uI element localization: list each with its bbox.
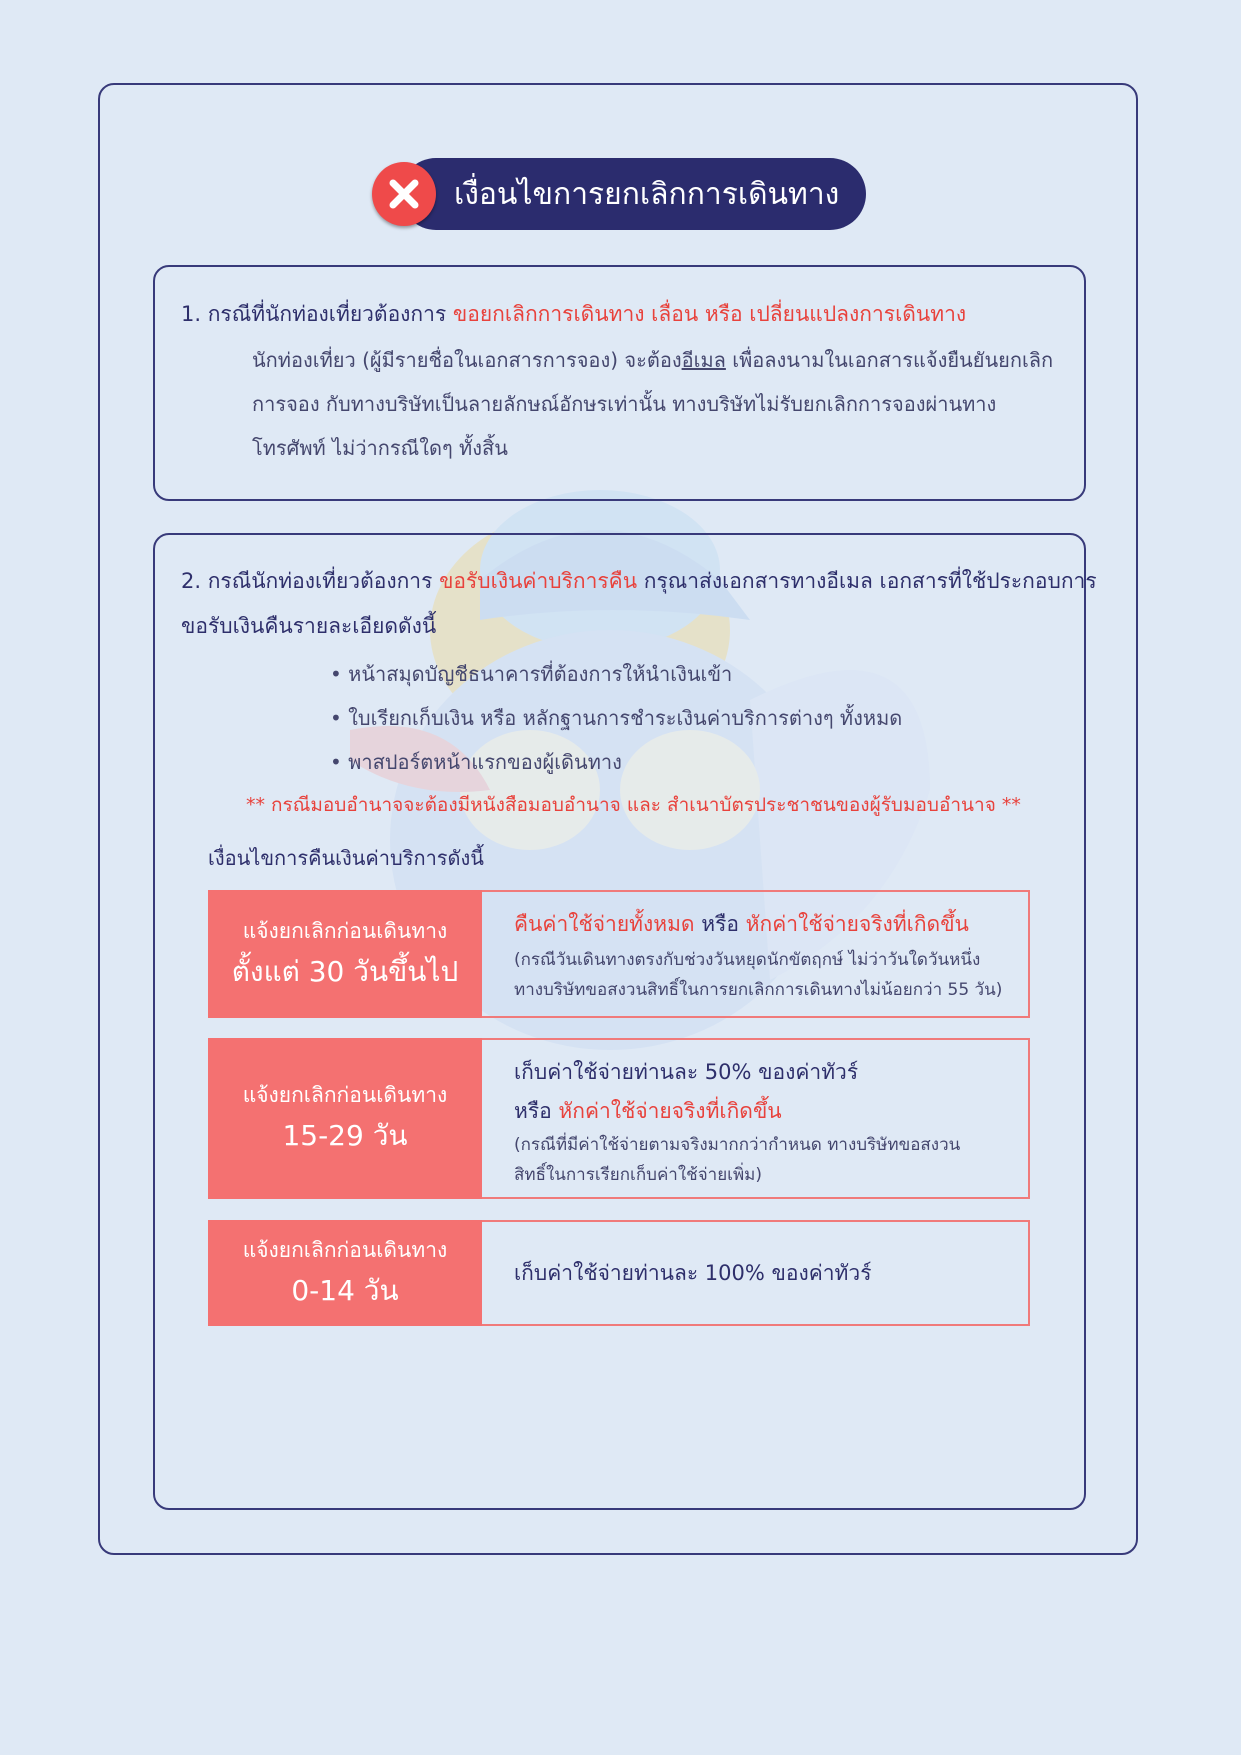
power-of-attorney-note: ** กรณีมอบอำนาจจะต้องมีหนังสือมอบอำนาจ และ สำเนาบัตรประชาชนของผู้รับมอบอำนาจ **	[246, 794, 1021, 816]
section2-heading	[181, 565, 1097, 598]
section1-heading-highlight: ขอยกเลิกการเดินทาง เลื่อน หรือ เปลี่ยนแปลงการเดินทาง	[452, 302, 967, 326]
row-main-2b: หักค่าใช้จ่ายจริงที่เกิดขึ้น	[558, 1099, 782, 1123]
email-link: อีเมล	[681, 348, 726, 372]
section2-heading-highlight: ขอรับเงินค่าบริการคืน	[439, 569, 638, 593]
section1-line1-c: เพื่อลงนามในเอกสารแจ้งยืนยันยกเลิก	[725, 348, 1054, 372]
refund-row-detail	[482, 1038, 1030, 1199]
refund-row-30-days	[208, 890, 1030, 1018]
row-main-a: คืนค่าใช้จ่ายทั้งหมด	[514, 912, 695, 936]
refund-row-label	[208, 890, 482, 1018]
close-icon	[372, 162, 436, 226]
row-main-text	[514, 908, 1028, 941]
row-main-2a: หรือ	[514, 1099, 559, 1123]
row-sub-2: ทางบริษัทขอสงวนสิทธิ์ในการยกเลิกการเดินทางไม่น้อยกว่า 55 วัน)	[514, 980, 1003, 1000]
row-main-c: หักค่าใช้จ่ายจริงที่เกิดขึ้น	[745, 912, 969, 936]
refund-row-0-14-days	[208, 1220, 1030, 1326]
refund-row-detail	[482, 1220, 1030, 1326]
row-label-line2: ตั้งแต่ 30 วันขึ้นไป	[231, 954, 459, 988]
row-main-1: เก็บค่าใช้จ่ายท่านละ 100% ของค่าทัวร์	[514, 1260, 872, 1285]
title-banner	[372, 158, 866, 230]
refund-row-detail	[482, 890, 1030, 1018]
section2-heading-suffix: กรุณาส่งเอกสารทางอีเมล เอกสารที่ใช้ประกอบการ	[637, 569, 1097, 593]
refund-row-label	[208, 1038, 482, 1199]
row-label-line2: 15-29 วัน	[282, 1119, 408, 1152]
section2-heading-line2: ขอรับเงินคืนรายละเอียดดังนี้	[181, 614, 437, 638]
list-item: • ใบเรียกเก็บเงิน หรือ หลักฐานการชำระเงินค่าบริการต่างๆ ทั้งหมด	[330, 706, 903, 730]
section1-heading	[181, 298, 966, 331]
row-label-line2: 0-14 วัน	[291, 1273, 399, 1307]
list-item: • หน้าสมุดบัญชีธนาคารที่ต้องการให้นำเงินเข้า	[330, 662, 733, 686]
section1-line-2: การจอง กับทางบริษัทเป็นลายลักษณ์อักษรเท่านั้น ทางบริษัทไม่รับยกเลิกการจองผ่านทาง	[252, 392, 997, 416]
row-main-b: หรือ	[694, 912, 746, 936]
refund-row-label	[208, 1220, 482, 1326]
section1-line1-a: นักท่องเที่ยว (ผู้มีรายชื่อในเอกสารการจอง) จะต้อง	[252, 348, 682, 372]
row-main-1: เก็บค่าใช้จ่ายท่านละ 50% ของค่าทัวร์	[514, 1060, 859, 1084]
section2-heading-prefix: 2. กรณีนักท่องเที่ยวต้องการ	[181, 569, 433, 593]
row-label-line1: แจ้งยกเลิกก่อนเดินทาง	[242, 1237, 448, 1262]
row-sub-1: (กรณีที่มีค่าใช้จ่ายตามจริงมากกว่ากำหนด ทางบริษัทขอสงวน	[514, 1135, 961, 1155]
row-main-2	[514, 1095, 1028, 1128]
section1-heading-prefix: 1. กรณีที่นักท่องเที่ยวต้องการ	[181, 302, 447, 326]
refund-row-15-29-days	[208, 1038, 1030, 1199]
row-sub-1: (กรณีวันเดินทางตรงกับช่วงวันหยุดนักขัตฤกษ์ ไม่ว่าวันใดวันหนึ่ง	[514, 950, 981, 970]
row-label-line1: แจ้งยกเลิกก่อนเดินทาง	[242, 918, 448, 943]
row-label-line1: แจ้งยกเลิกก่อนเดินทาง	[242, 1083, 448, 1107]
section1-line-3: โทรศัพท์ ไม่ว่ากรณีใดๆ ทั้งสิ้น	[252, 436, 508, 460]
list-item: • พาสปอร์ตหน้าแรกของผู้เดินทาง	[330, 750, 622, 774]
section1-line-1	[252, 344, 1053, 376]
row-sub-2: สิทธิ์ในการเรียกเก็บค่าใช้จ่ายเพิ่ม)	[514, 1165, 763, 1185]
refund-conditions-title: เงื่อนไขการคืนเงินค่าบริการดังนี้	[208, 846, 484, 870]
page-title: เงื่อนไขการยกเลิกการเดินทาง	[454, 176, 840, 212]
